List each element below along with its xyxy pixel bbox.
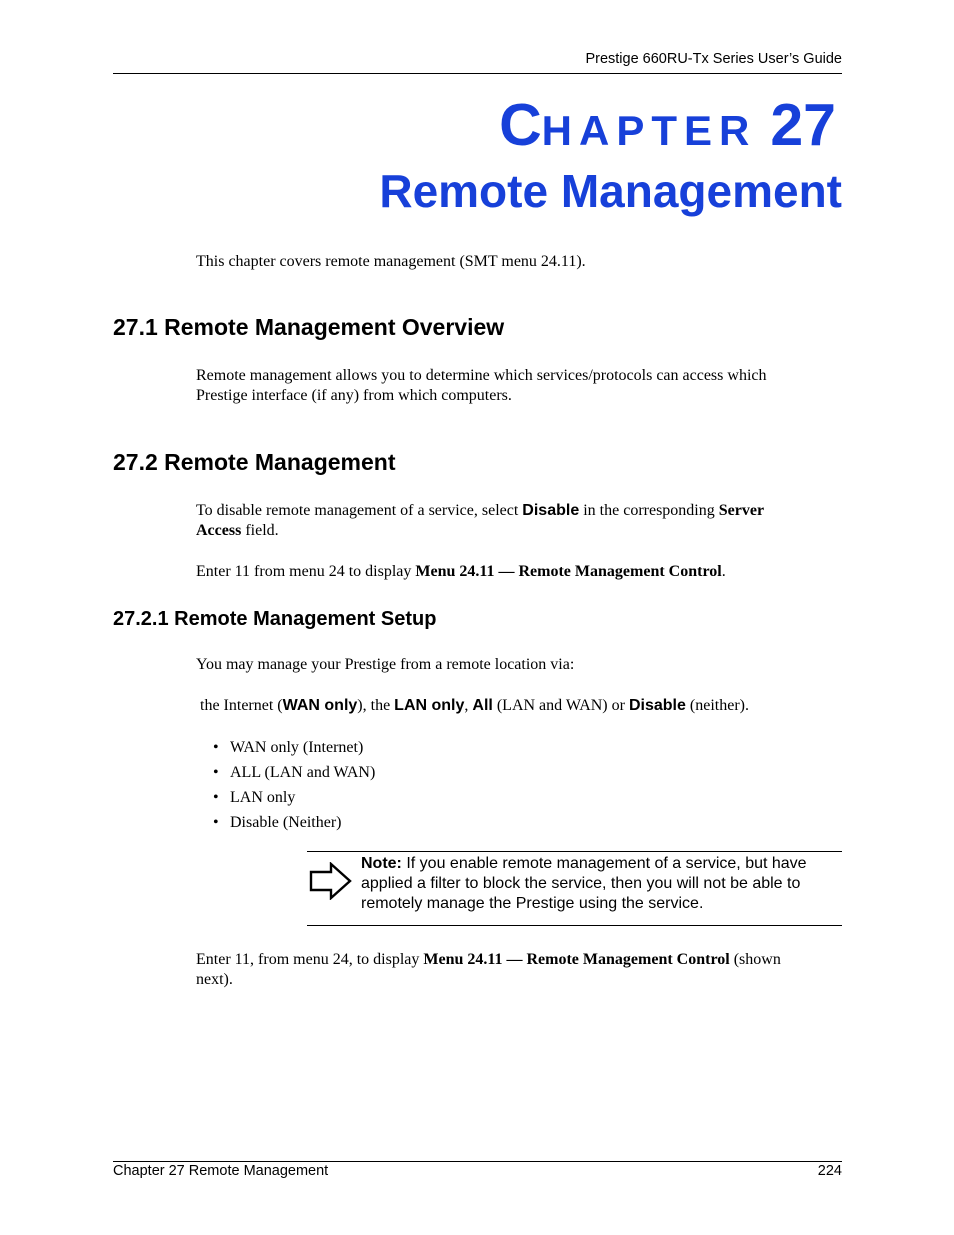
intro-paragraph: This chapter covers remote management (SMT menu 24.11). <box>196 253 586 270</box>
note-line-1-text: If you enable remote management of a service, but have <box>401 855 807 872</box>
disable-term-2: Disable <box>628 697 686 714</box>
chapter-number: 27 <box>770 92 836 158</box>
closing-menu-reference: Menu 24.11 — Remote Management Control <box>423 951 730 968</box>
running-header: Prestige 660RU-Tx Series User’s Guide <box>585 51 842 67</box>
note-line-1 <box>361 854 846 874</box>
bullet-glyph: • <box>213 789 219 806</box>
enter-menu-text-c: . <box>721 563 726 580</box>
chapter-label-initial: C <box>499 92 542 158</box>
page-number: 224 <box>817 1163 842 1179</box>
via-text-c: ), the <box>357 697 395 714</box>
menu-reference: Menu 24.11 — Remote Management Control <box>415 563 722 580</box>
all-term: All <box>472 697 493 714</box>
closing-line-2: next). <box>196 971 233 988</box>
footer-rule <box>113 1161 842 1162</box>
chapter-label <box>0 92 836 158</box>
footer-chapter-title: Chapter 27 Remote Management <box>113 1163 329 1179</box>
list-item-label: ALL (LAN and WAN) <box>230 764 376 781</box>
note-top-rule <box>307 851 842 852</box>
header-rule <box>113 73 842 74</box>
section-heading-27-2-1: 27.2.1 Remote Management Setup <box>113 608 437 630</box>
setup-paragraph: You may manage your Prestige from a remote location via: <box>196 656 575 673</box>
lan-only-term: LAN only <box>394 697 465 714</box>
via-text-e: , <box>464 697 473 714</box>
note-line-3: remotely manage the Prestige using the service. <box>361 895 704 912</box>
enter-menu-text-a: Enter 11 from menu 24 to display <box>196 563 416 580</box>
note-line-2: applied a filter to block the service, then you will not be able to <box>361 875 801 892</box>
disable-term: Disable <box>522 502 580 519</box>
disable-text-f: field. <box>241 522 279 539</box>
via-text-a: the Internet ( <box>200 697 283 714</box>
bullet-glyph: • <box>213 814 219 831</box>
section-heading-27-2: 27.2 Remote Management <box>113 449 396 475</box>
list-item <box>213 735 375 760</box>
access-term: Access <box>196 522 242 539</box>
list-item-label: LAN only <box>230 789 296 806</box>
closing-text-a: Enter 11, from menu 24, to display <box>196 951 424 968</box>
via-paragraph <box>200 696 749 716</box>
overview-line-1: Remote management allows you to determine which services/protocols can access which <box>196 367 767 384</box>
disable-line-2 <box>196 521 816 541</box>
list-item <box>213 810 375 835</box>
bullet-glyph: • <box>213 739 219 756</box>
closing-paragraph <box>196 950 836 990</box>
overview-paragraph <box>196 366 766 406</box>
bullet-glyph: • <box>213 764 219 781</box>
disable-text-c: in the corresponding <box>579 502 719 519</box>
chapter-label-rest: HAPTER <box>541 107 757 154</box>
via-text-g: (LAN and WAN) or <box>492 697 629 714</box>
list-item-label: Disable (Neither) <box>230 814 342 831</box>
list-item <box>213 785 375 810</box>
arrow-right-icon <box>309 862 353 905</box>
enter-menu-paragraph <box>196 562 726 582</box>
note-text <box>361 854 846 914</box>
chapter-title: Remote Management <box>379 165 842 217</box>
disable-paragraph <box>196 501 816 541</box>
disable-line-1 <box>196 501 816 521</box>
via-text-i: (neither). <box>685 697 749 714</box>
note-label: Note: <box>361 855 402 872</box>
list-item-label: WAN only (Internet) <box>230 739 364 756</box>
wan-only-term: WAN only <box>282 697 358 714</box>
access-options-list <box>213 735 375 835</box>
section-heading-27-1: 27.1 Remote Management Overview <box>113 314 505 340</box>
closing-text-c: (shown <box>729 951 781 968</box>
closing-line-1 <box>196 950 836 970</box>
note-bottom-rule <box>307 925 842 926</box>
overview-line-2: Prestige interface (if any) from which computers. <box>196 387 512 404</box>
disable-text-a: To disable remote management of a service, select <box>196 502 523 519</box>
server-term: Server <box>718 502 765 519</box>
list-item <box>213 760 375 785</box>
